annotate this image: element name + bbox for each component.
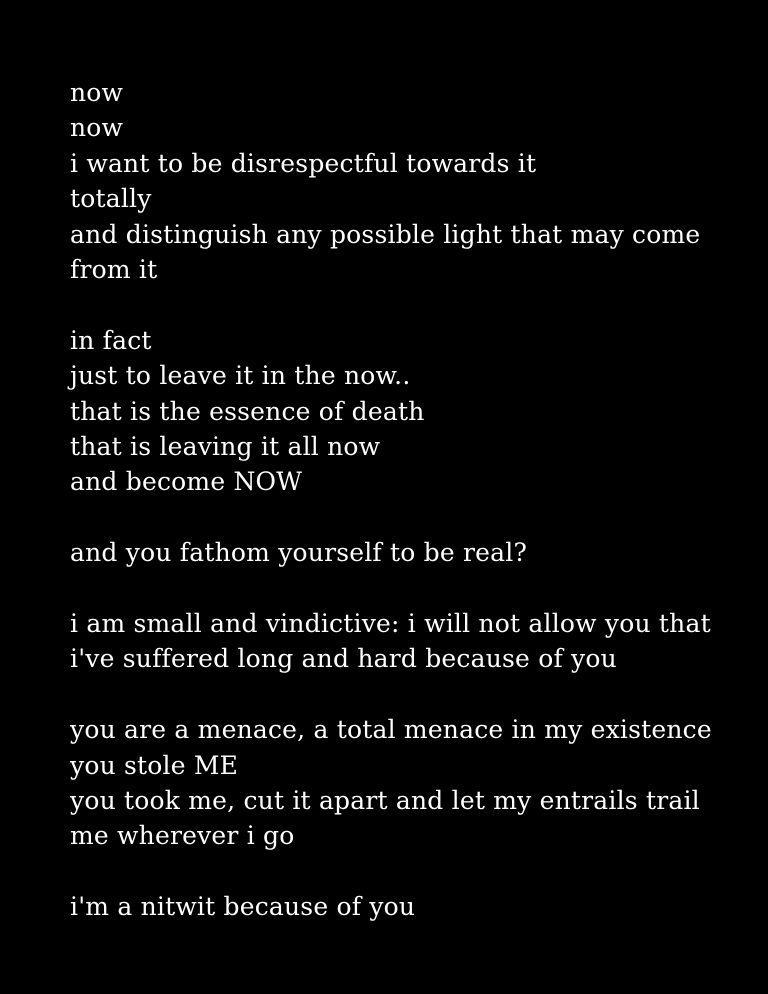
poem-line: that is the essence of death: [70, 396, 425, 426]
poem-line: totally: [70, 184, 152, 214]
poem-line: i am small and vindictive: i will not allow you that: [70, 609, 711, 639]
stanza-6: [70, 889, 768, 924]
poem-line: and become NOW: [70, 467, 303, 497]
poem-line: i've suffered long and hard because of you: [70, 644, 617, 674]
poem-line: you took me, cut it apart and let my entrails trail: [70, 786, 700, 816]
poem-line: i'm a nitwit because of you: [70, 892, 416, 922]
poem-line: from it: [70, 255, 158, 285]
poem-line: now: [70, 113, 124, 143]
stanza-3: [70, 535, 768, 570]
stanza-4: [70, 606, 768, 677]
poem-line: just to leave it in the now..: [70, 361, 411, 391]
poem-line: in fact: [70, 325, 152, 355]
poem-line: you are a menace, a total menace in my existence: [70, 715, 712, 745]
poem-line: i want to be disrespectful towards it: [70, 148, 537, 178]
poem-line: and distinguish any possible light that may come: [70, 219, 701, 249]
stanza-5: [70, 712, 768, 854]
stanza-2: [70, 323, 768, 500]
poem-line: now: [70, 78, 124, 107]
poem-line: me wherever i go: [70, 821, 295, 851]
stanza-1: [70, 75, 768, 287]
poem-line: that is leaving it all now: [70, 432, 381, 462]
poem-line: and you fathom yourself to be real?: [70, 538, 528, 568]
poem-line: you stole ME: [70, 750, 239, 780]
poem-text: [70, 75, 768, 925]
